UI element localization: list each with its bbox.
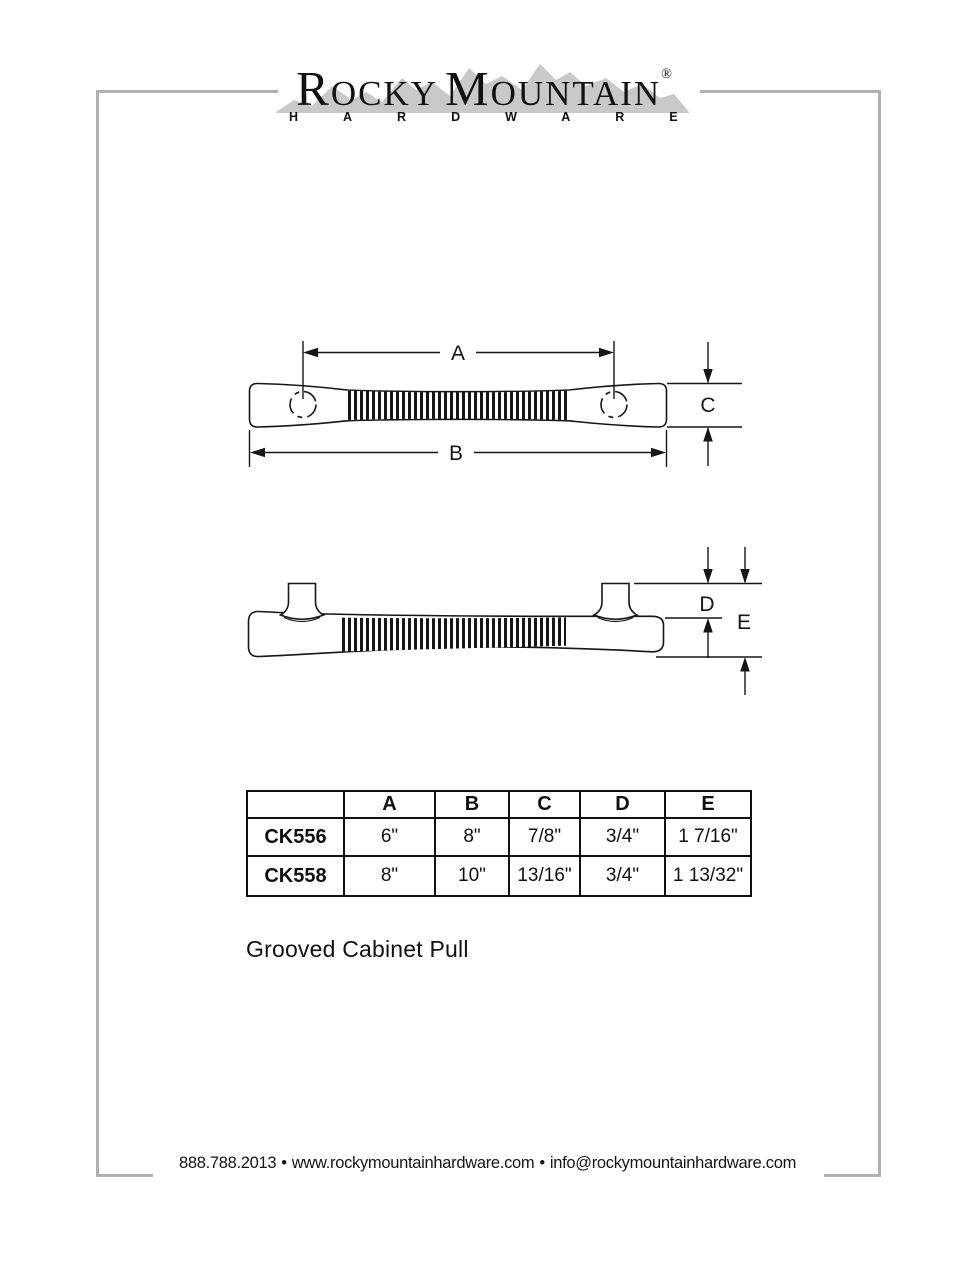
dim-label-d: D [699, 593, 715, 616]
dim-label-c: C [700, 394, 716, 417]
left-mount-post [281, 584, 324, 620]
table-row [247, 856, 751, 896]
column-header-a: A [344, 791, 435, 818]
value-cell: 8" [435, 818, 509, 856]
value-cell: 8" [344, 856, 435, 896]
brand-initial: M [445, 61, 491, 116]
brand-text: OUNTAIN [490, 74, 662, 113]
brand-text: OCKY [330, 74, 438, 113]
value-cell: 10" [435, 856, 509, 896]
side-view-drawing [249, 547, 763, 695]
brand-subtitle: HARDWARE [289, 110, 723, 124]
grooved-section [347, 391, 569, 420]
table-header-row [247, 791, 751, 818]
column-header-d: D [580, 791, 665, 818]
bullet-separator: • [281, 1154, 287, 1172]
dim-label-b: B [448, 442, 464, 465]
brand-initial: R [296, 61, 331, 116]
footer-website: www.rockymountainhardware.com [291, 1154, 535, 1172]
footer-contact-line [0, 1154, 975, 1173]
table-row [247, 818, 751, 856]
dim-label-a: A [450, 342, 466, 365]
value-cell: 3/4" [580, 818, 665, 856]
column-header-b: B [435, 791, 509, 818]
value-cell: 1 7/16" [665, 818, 751, 856]
value-cell: 13/16" [509, 856, 580, 896]
spec-table [246, 790, 752, 897]
value-cell: 6" [344, 818, 435, 856]
top-view-drawing [250, 341, 743, 467]
value-cell: 1 13/32" [665, 856, 751, 896]
product-title: Grooved Cabinet Pull [246, 936, 469, 962]
value-cell: 7/8" [509, 818, 580, 856]
column-header-c: C [509, 791, 580, 818]
column-header-e: E [665, 791, 751, 818]
dim-label-e: E [736, 611, 752, 634]
bullet-separator: • [539, 1154, 545, 1172]
value-cell: 3/4" [580, 856, 665, 896]
footer-email: info@rockymountainhardware.com [549, 1154, 797, 1172]
right-mount-post [594, 584, 637, 620]
registered-mark-icon: ® [661, 67, 672, 82]
model-cell: CK558 [247, 856, 344, 896]
grooved-section [341, 617, 566, 651]
footer-phone: 888.788.2013 [178, 1154, 277, 1172]
model-cell: CK556 [247, 818, 344, 856]
corner-cell [247, 791, 344, 818]
